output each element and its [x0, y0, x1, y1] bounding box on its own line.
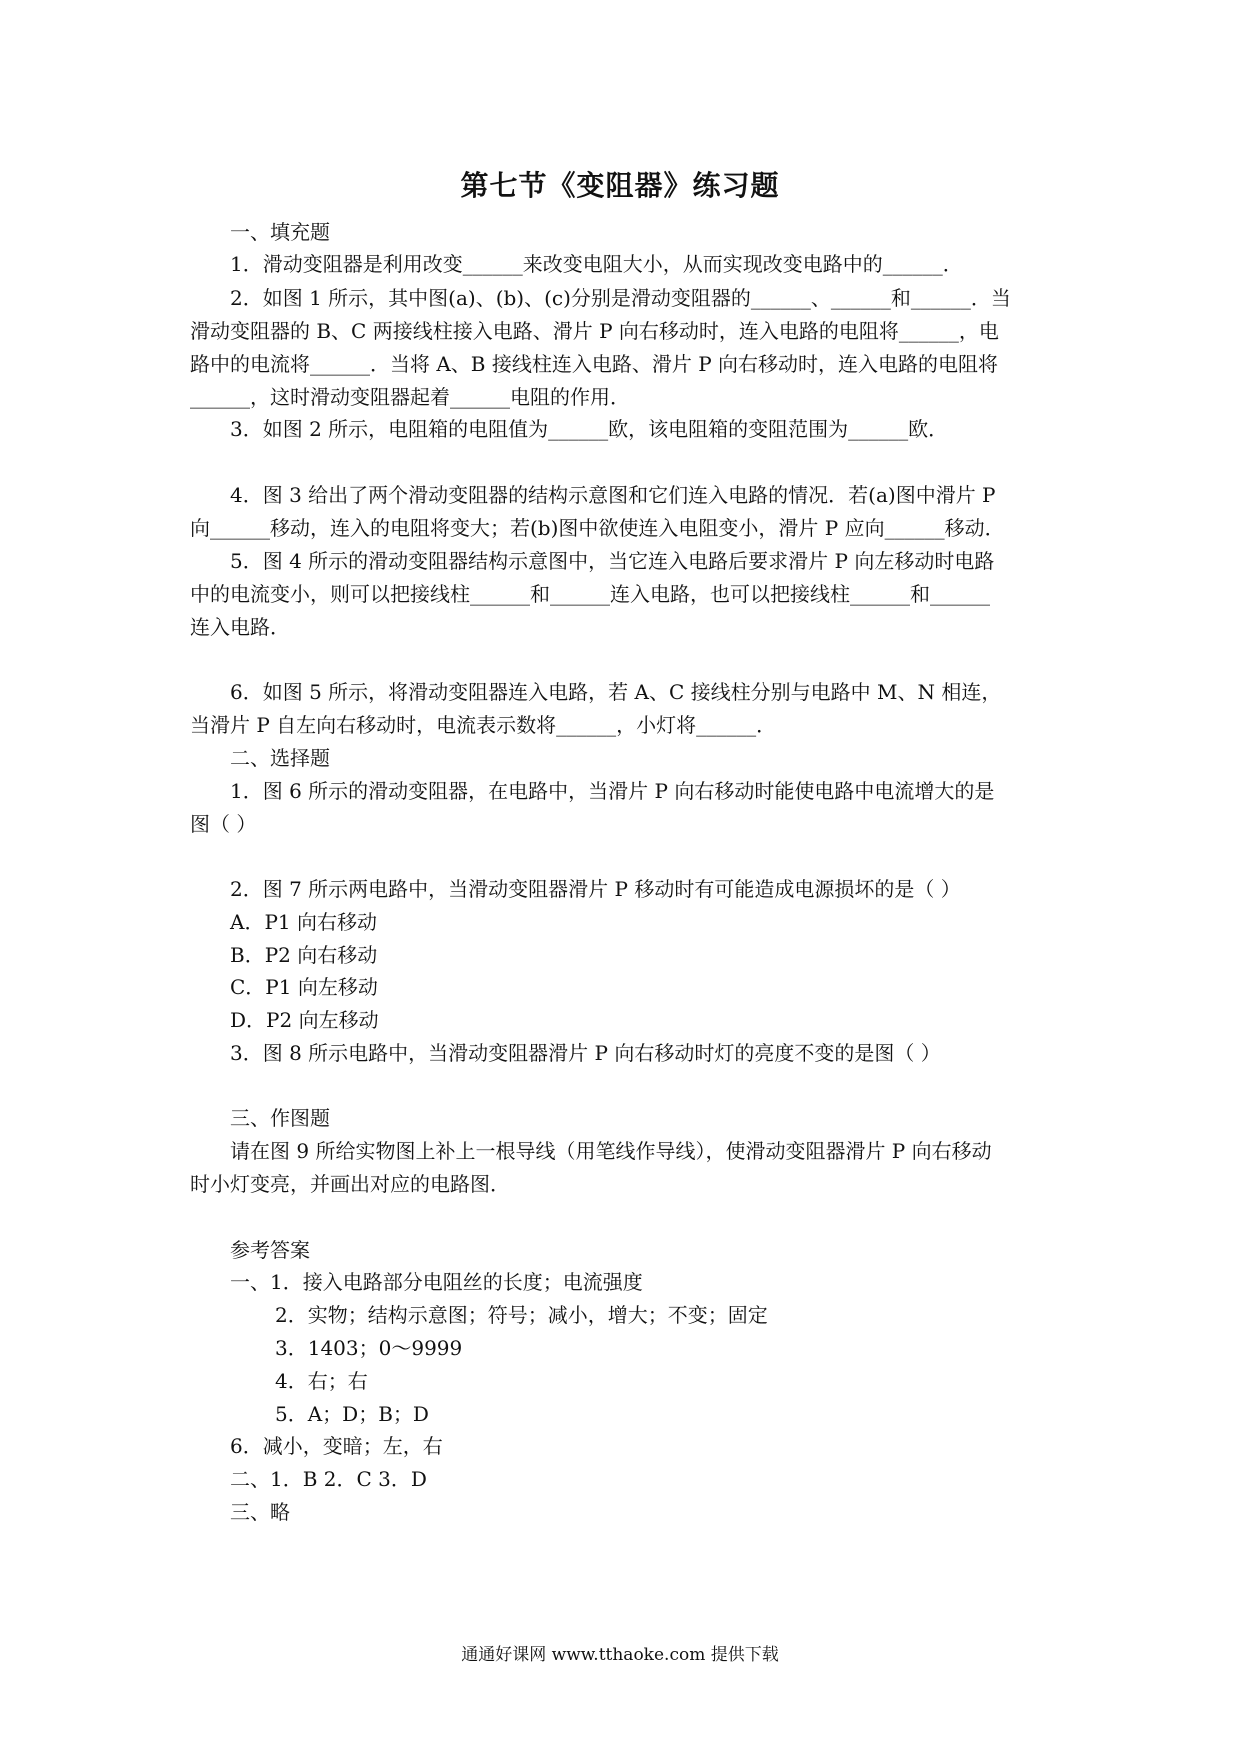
- section-heading-fill: 一、填充题: [230, 220, 330, 244]
- answer-fill-5: 5．A；D；B；D: [275, 1402, 429, 1426]
- choice-option-d: D．P2 向左移动: [230, 1008, 379, 1032]
- fill-question-5-line-1: 5．图 4 所示的滑动变阻器结构示意图中，当它连入电路后要求滑片 P 向左移动时电路: [230, 549, 995, 573]
- fill-question-2-line-3: 路中的电流将______．当将 A、B 接线柱连入电路、滑片 P 向右移动时，连入电路的电阻将: [190, 352, 999, 376]
- answer-drawing: 三、略: [230, 1500, 290, 1524]
- choice-option-a: A．P1 向右移动: [230, 910, 377, 934]
- choice-question-3: 3．图 8 所示电路中，当滑动变阻器滑片 P 向右移动时灯的亮度不变的是图（ ）: [230, 1041, 941, 1065]
- answer-fill-1: 一、1．接入电路部分电阻丝的长度；电流强度: [230, 1270, 643, 1294]
- page-footer: 通通好课网 www.tthaoke.com 提供下载: [461, 1645, 779, 1665]
- fill-question-1: 1．滑动变阻器是利用改变______来改变电阻大小，从而实现改变电路中的______．: [230, 252, 963, 276]
- answer-fill-3: 3．1403；0～9999: [275, 1336, 463, 1360]
- fill-question-6-line-1: 6．如图 5 所示，将滑动变阻器连入电路，若 A、C 接线柱分别与电路中 M、N 相连，: [230, 680, 1002, 704]
- choice-option-c: C．P1 向左移动: [230, 975, 378, 999]
- section-heading-choice: 二、选择题: [230, 746, 330, 770]
- fill-question-2-line-4: ______，这时滑动变阻器起着______电阻的作用．: [190, 385, 630, 409]
- answer-fill-2: 2．实物；结构示意图；符号；减小，增大；不变；固定: [275, 1303, 768, 1327]
- choice-question-1-line-2: 图（ ）: [190, 812, 257, 836]
- fill-question-4-line-1: 4．图 3 给出了两个滑动变阻器的结构示意图和它们连入电路的情况．若(a)图中滑片 P: [230, 483, 996, 507]
- fill-question-2-line-1: 2．如图 1 所示，其中图(a)、(b)、(c)分别是滑动变阻器的______、______和______．当: [230, 286, 1011, 310]
- drawing-question-line-1: 请在图 9 所给实物图上补上一根导线（用笔线作导线），使滑动变阻器滑片 P 向右移动: [230, 1139, 992, 1163]
- fill-question-4-line-2: 向______移动，连入的电阻将变大；若(b)图中欲使连入电阻变小，滑片 P 应向______移动．: [190, 516, 1005, 540]
- choice-option-b: B．P2 向右移动: [230, 943, 378, 967]
- answer-fill-4: 4．右；右: [275, 1369, 368, 1393]
- drawing-question-line-2: 时小灯变亮，并画出对应的电路图．: [190, 1172, 510, 1196]
- choice-question-2: 2．图 7 所示两电路中，当滑动变阻器滑片 P 移动时有可能造成电源损坏的是（ ）: [230, 877, 961, 901]
- answer-fill-6: 6．减小，变暗；左，右: [230, 1434, 443, 1458]
- answers-heading: 参考答案: [230, 1238, 310, 1262]
- answer-choice: 二、1．B 2．C 3．D: [230, 1467, 427, 1491]
- page-title: 第七节《变阻器》练习题: [460, 169, 780, 202]
- fill-question-3: 3．如图 2 所示，电阻箱的电阻值为______欧，该电阻箱的变阻范围为______欧．: [230, 417, 949, 441]
- fill-question-6-line-2: 当滑片 P 自左向右移动时，电流表示数将______，小灯将______．: [190, 713, 777, 737]
- section-heading-drawing: 三、作图题: [230, 1106, 330, 1130]
- fill-question-5-line-2: 中的电流变小，则可以把接线柱______和______连入电路，也可以把接线柱______和______: [190, 582, 990, 606]
- fill-question-2-line-2: 滑动变阻器的 B、C 两接线柱接入电路、滑片 P 向右移动时，连入电路的电阻将______，电: [190, 319, 999, 343]
- choice-question-1-line-1: 1．图 6 所示的滑动变阻器，在电路中，当滑片 P 向右移动时能使电路中电流增大的是: [230, 779, 995, 803]
- fill-question-5-line-3: 连入电路．: [190, 615, 290, 639]
